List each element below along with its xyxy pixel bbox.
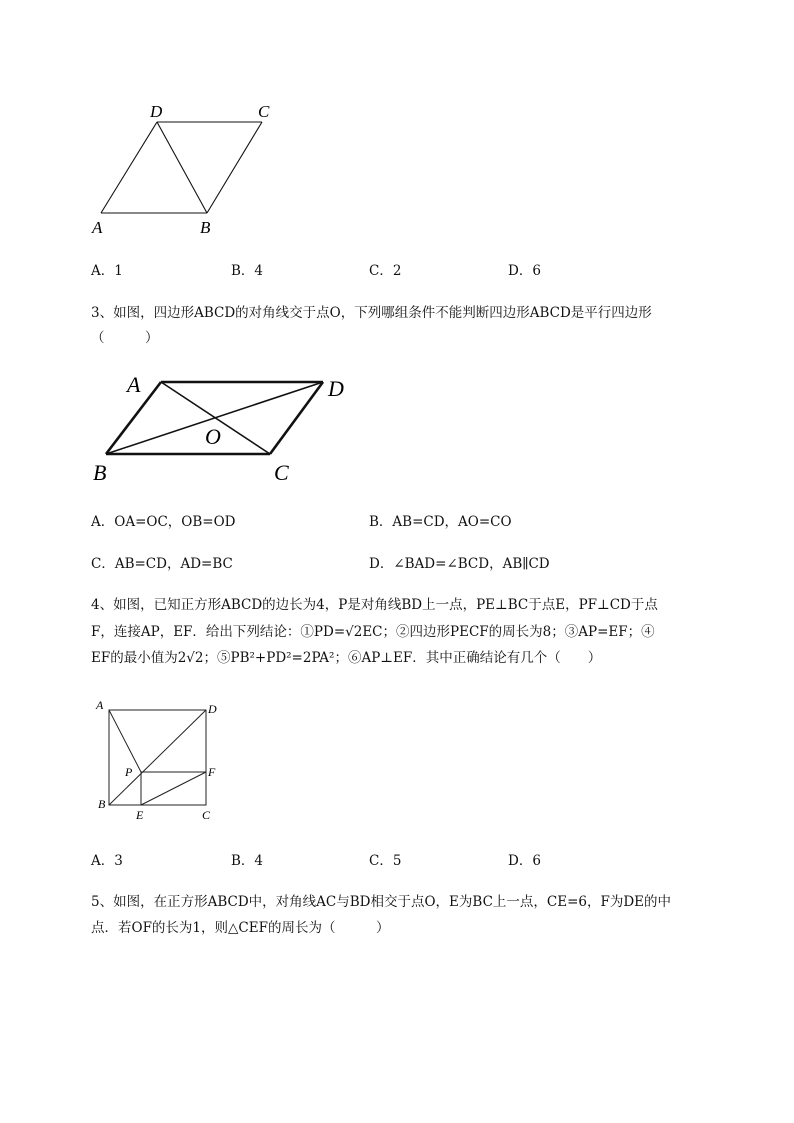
q4-label-c: C bbox=[202, 808, 211, 822]
q3-label-o: O bbox=[205, 424, 221, 449]
q4-stem-line2: F，连接AP，EF．给出下列结论：①PD=√2EC；②四边形PECF的周长为8；③AP=EF；④ bbox=[91, 624, 655, 640]
q4-label-e: E bbox=[136, 808, 144, 822]
q3-figure bbox=[88, 368, 358, 488]
q2-option-a: A．1 bbox=[91, 263, 123, 279]
q2-option-d: D．6 bbox=[508, 263, 541, 279]
q4-stem-line1: 4、如图，已知正方形ABCD的边长为4，P是对角线BD上一点，PE⊥BC于点E，PF⊥CD于点 bbox=[91, 597, 658, 613]
q4-label-b: B bbox=[98, 797, 106, 811]
q4-figure bbox=[92, 695, 232, 830]
q3-stem: 3、如图，四边形ABCD的对角线交于点O，下列哪组条件不能判断四边形ABCD是平行四边形 bbox=[91, 305, 652, 321]
q3-label-c: C bbox=[274, 460, 289, 485]
q3-option-c: C．AB=CD，AD=BC bbox=[91, 556, 233, 572]
q5-stem-line1: 5、如图，在正方形ABCD中，对角线AC与BD相交于点O，E为BC上一点，CE=6，F为DE的中 bbox=[91, 894, 672, 910]
q4-option-d: D．6 bbox=[508, 853, 541, 869]
q4-option-b: B．4 bbox=[231, 853, 264, 869]
q2-option-b: B．4 bbox=[231, 263, 264, 279]
q4-option-a: A．3 bbox=[91, 853, 123, 869]
q2-label-b: B bbox=[200, 218, 211, 237]
q4-label-f: F bbox=[208, 765, 216, 779]
q2-figure bbox=[88, 100, 288, 240]
q4-option-c: C．5 bbox=[369, 853, 402, 869]
q2-label-c: C bbox=[258, 102, 270, 121]
q4-label-d: D bbox=[208, 702, 217, 716]
q2-label-d: D bbox=[150, 102, 163, 121]
q3-option-d: D．∠BAD=∠BCD，AB∥CD bbox=[369, 556, 550, 572]
q5-stem-line2: 点．若OF的长为1，则△CEF的周长为（ ） bbox=[91, 920, 390, 936]
q4-stem-line3: EF的最小值为2√2；⑤PB²+PD²=2PA²；⑥AP⊥EF．其中正确结论有几个（ ） bbox=[91, 650, 602, 666]
q3-option-b: B．AB=CD，AO=CO bbox=[369, 514, 512, 530]
q3-option-a: A．OA=OC，OB=OD bbox=[91, 514, 236, 530]
q3-answer-paren: （ ） bbox=[91, 330, 159, 346]
q4-label-p: P bbox=[125, 765, 133, 779]
q2-label-a: A bbox=[92, 218, 103, 237]
q3-label-b: B bbox=[93, 460, 107, 485]
q3-label-a: A bbox=[127, 372, 141, 397]
q2-option-c: C．2 bbox=[369, 263, 402, 279]
q4-label-a: A bbox=[96, 698, 104, 712]
q3-label-d: D bbox=[328, 376, 344, 401]
